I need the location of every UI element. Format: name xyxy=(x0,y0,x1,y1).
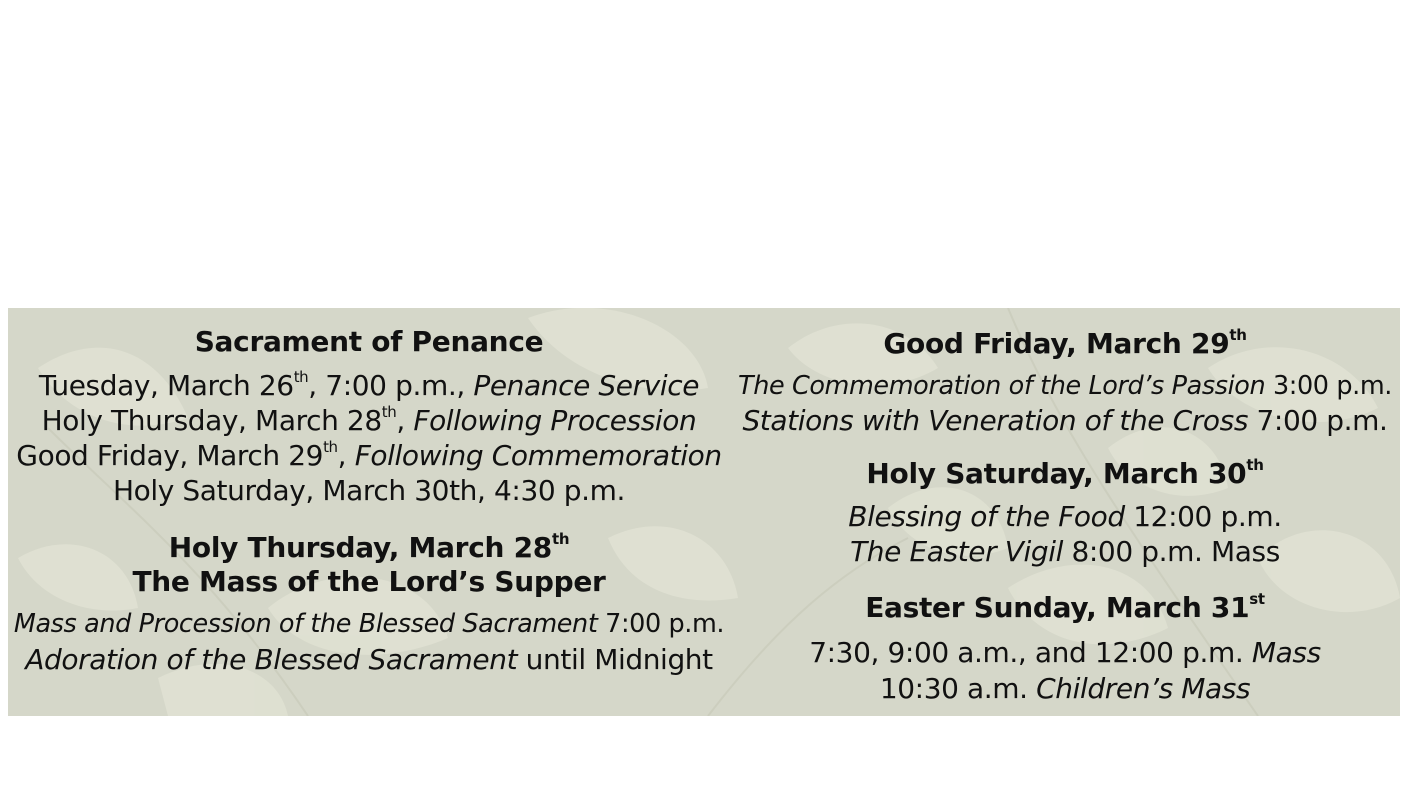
penance-title: Sacrament of Penance xyxy=(194,325,544,358)
thursday-subtitle: The Mass of the Lord’s Supper xyxy=(132,565,606,598)
penance-line-1: Tuesday, March 26th, 7:00 p.m., Penance Service xyxy=(38,367,700,402)
saturday-line-2: The Easter Vigil 8:00 p.m. Mass xyxy=(850,535,1280,568)
penance-line-2: Holy Thursday, March 28th, Following Procession xyxy=(41,402,697,437)
friday-line-1: The Commemoration of the Lord’s Passion 3:00 p.m. xyxy=(738,371,1392,401)
penance-line-3: Good Friday, March 29th, Following Commemoration xyxy=(16,437,722,472)
schedule-panel xyxy=(8,308,1400,716)
saturday-line-1: Blessing of the Food 12:00 p.m. xyxy=(848,500,1282,533)
sunday-line-1: 7:30, 9:00 a.m., and 12:00 p.m. Mass xyxy=(809,636,1321,669)
thursday-title: Holy Thursday, March 28th xyxy=(168,529,570,564)
sunday-title: Easter Sunday, March 31st xyxy=(865,589,1265,624)
thursday-line-2: Adoration of the Blessed Sacrament until Midnight xyxy=(25,643,713,676)
thursday-line-1: Mass and Procession of the Blessed Sacrament 7:00 p.m. xyxy=(13,609,725,639)
friday-title: Good Friday, March 29th xyxy=(883,325,1247,360)
friday-line-2: Stations with Veneration of the Cross 7:00 p.m. xyxy=(742,404,1388,437)
sunday-line-2: 10:30 a.m. Children’s Mass xyxy=(879,672,1251,705)
penance-line-4: Holy Saturday, March 30th, 4:30 p.m. xyxy=(112,474,626,507)
saturday-title: Holy Saturday, March 30th xyxy=(866,455,1264,490)
